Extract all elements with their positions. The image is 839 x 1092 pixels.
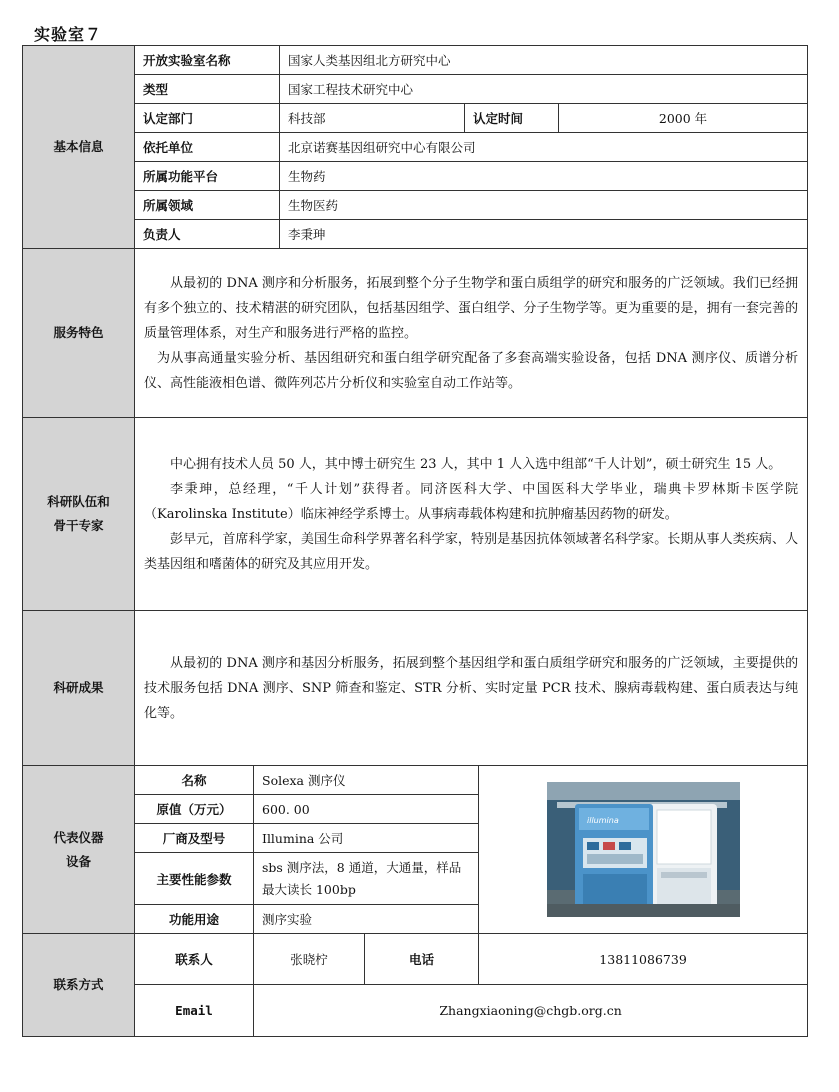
host-label: 依托单位: [135, 133, 280, 162]
field-value: 生物医药: [280, 191, 808, 220]
lab-info-table: [22, 45, 808, 1037]
leader-label: 负责人: [135, 220, 280, 249]
service-content: [135, 249, 808, 418]
section-team: [23, 418, 135, 611]
row-contact-email: [23, 985, 808, 1037]
lab-name-value: 国家人类基因组北方研究中心: [280, 46, 808, 75]
section-instrument-line-1: 代表仪器: [53, 829, 104, 845]
time-label: 认定时间: [465, 104, 559, 133]
platform-value: 生物药: [280, 162, 808, 191]
section-results: 科研成果: [23, 611, 135, 766]
row-type: [23, 75, 808, 104]
instrument-maker-label: 厂商及型号: [135, 824, 254, 853]
sequencer-photo: [547, 782, 740, 917]
team-content: [135, 418, 808, 611]
section-basic-info: 基本信息: [23, 46, 135, 249]
dept-label: 认定部门: [135, 104, 280, 133]
instrument-price-value: 600. 00: [254, 795, 479, 824]
row-results: [23, 611, 808, 766]
row-lab-name: [23, 46, 808, 75]
leader-value: 李秉珅: [280, 220, 808, 249]
instrument-use-value: 测序实验: [254, 905, 479, 934]
row-host: [23, 133, 808, 162]
instrument-spec-label: 主要性能参数: [135, 853, 254, 905]
instrument-use-label: 功能用途: [135, 905, 254, 934]
section-contact: 联系方式: [23, 934, 135, 1037]
row-platform: [23, 162, 808, 191]
row-dept: [23, 104, 808, 133]
contact-email-value[interactable]: Zhangxiaoning@chgb.org.cn: [254, 985, 808, 1037]
row-service: [23, 249, 808, 418]
row-team: [23, 418, 808, 611]
dept-value: 科技部: [280, 104, 465, 133]
instrument-name-value: Solexa 测序仪: [254, 766, 479, 795]
team-paragraph-1: 中心拥有技术人员 50 人，其中博士研究生 23 人，其中 1 人入选中组部“千人计划”，硕士研究生 15 人。: [170, 456, 782, 472]
service-paragraph-2: 为从事高通量实验分析、基因组研究和蛋白组学研究配备了多套高端实验设备，包括 DNA 测序仪、质谱分析仪、高性能液相色谱、微阵列芯片分析仪和实验室自动工作站等。: [144, 350, 799, 391]
instrument-spec-value: sbs 测序法，8 通道，大通量，样品最大读长 100bp: [254, 853, 479, 905]
contact-email-label: Email: [135, 985, 254, 1037]
instrument-photo-cell: [479, 766, 808, 934]
results-content: [135, 611, 808, 766]
contact-person-label: 联系人: [135, 934, 254, 985]
type-label: 类型: [135, 75, 280, 104]
row-instrument-name: [23, 766, 808, 795]
lab-name-label: 开放实验室名称: [135, 46, 280, 75]
section-service: 服务特色: [23, 249, 135, 418]
brand-logo: illumina: [586, 816, 619, 825]
contact-phone-value: 13811086739: [479, 934, 808, 985]
instrument-maker-value: Illumina 公司: [254, 824, 479, 853]
host-value: 北京诺赛基因组研究中心有限公司: [280, 133, 808, 162]
row-leader: [23, 220, 808, 249]
team-paragraph-2: 李秉珅，总经理，“千人计划”获得者。同济医科大学、中国医科大学毕业，瑞典卡罗林斯卡医学院（Karolinska Institute）临床神经学系博士。从事病毒载体构建和抗肿瘤基因药物的研发。: [144, 481, 799, 522]
contact-person-value: 张晓柠: [254, 934, 365, 985]
section-team-line-1: 科研队伍和: [47, 494, 110, 509]
section-instrument: [23, 766, 135, 934]
instrument-price-label: 原值（万元）: [135, 795, 254, 824]
field-label: 所属领域: [135, 191, 280, 220]
team-paragraph-3: 彭早元，首席科学家，美国生命科学界著名科学家，特别是基因抗体领域著名科学家。长期从事人类疾病、人类基因组和嗜菌体的研究及其应用开发。: [144, 531, 799, 572]
instrument-name-label: 名称: [135, 766, 254, 795]
row-field: [23, 191, 808, 220]
time-value: 2000 年: [559, 104, 808, 133]
type-value: 国家工程技术研究中心: [280, 75, 808, 104]
section-instrument-line-2: 设备: [65, 853, 91, 869]
section-team-line-2: 骨干专家: [53, 518, 104, 533]
contact-phone-label: 电话: [365, 934, 479, 985]
page-title: 实验室７: [34, 25, 103, 44]
results-paragraph-1: 从最初的 DNA 测序和基因分析服务，拓展到整个基因组学和蛋白质组学研究和服务的广泛领域，主要提供的技术服务包括 DNA 测序、SNP 筛查和鉴定、STR 分析、实时定量 PCR 技术、腺病毒载构建、蛋白质表达与纯化等。: [144, 655, 799, 721]
platform-label: 所属功能平台: [135, 162, 280, 191]
service-paragraph-1: 从最初的 DNA 测序和分析服务，拓展到整个分子生物学和蛋白质组学的研究和服务的广泛领域。我们已经拥有多个独立的、技术精湛的研究团队，包括基因组学、蛋白组学、分子生物学等。更为重要的是，拥有一套完善的质量管理体系，对生产和服务进行严格的监控。: [144, 275, 799, 341]
row-contact-person: [23, 934, 808, 985]
